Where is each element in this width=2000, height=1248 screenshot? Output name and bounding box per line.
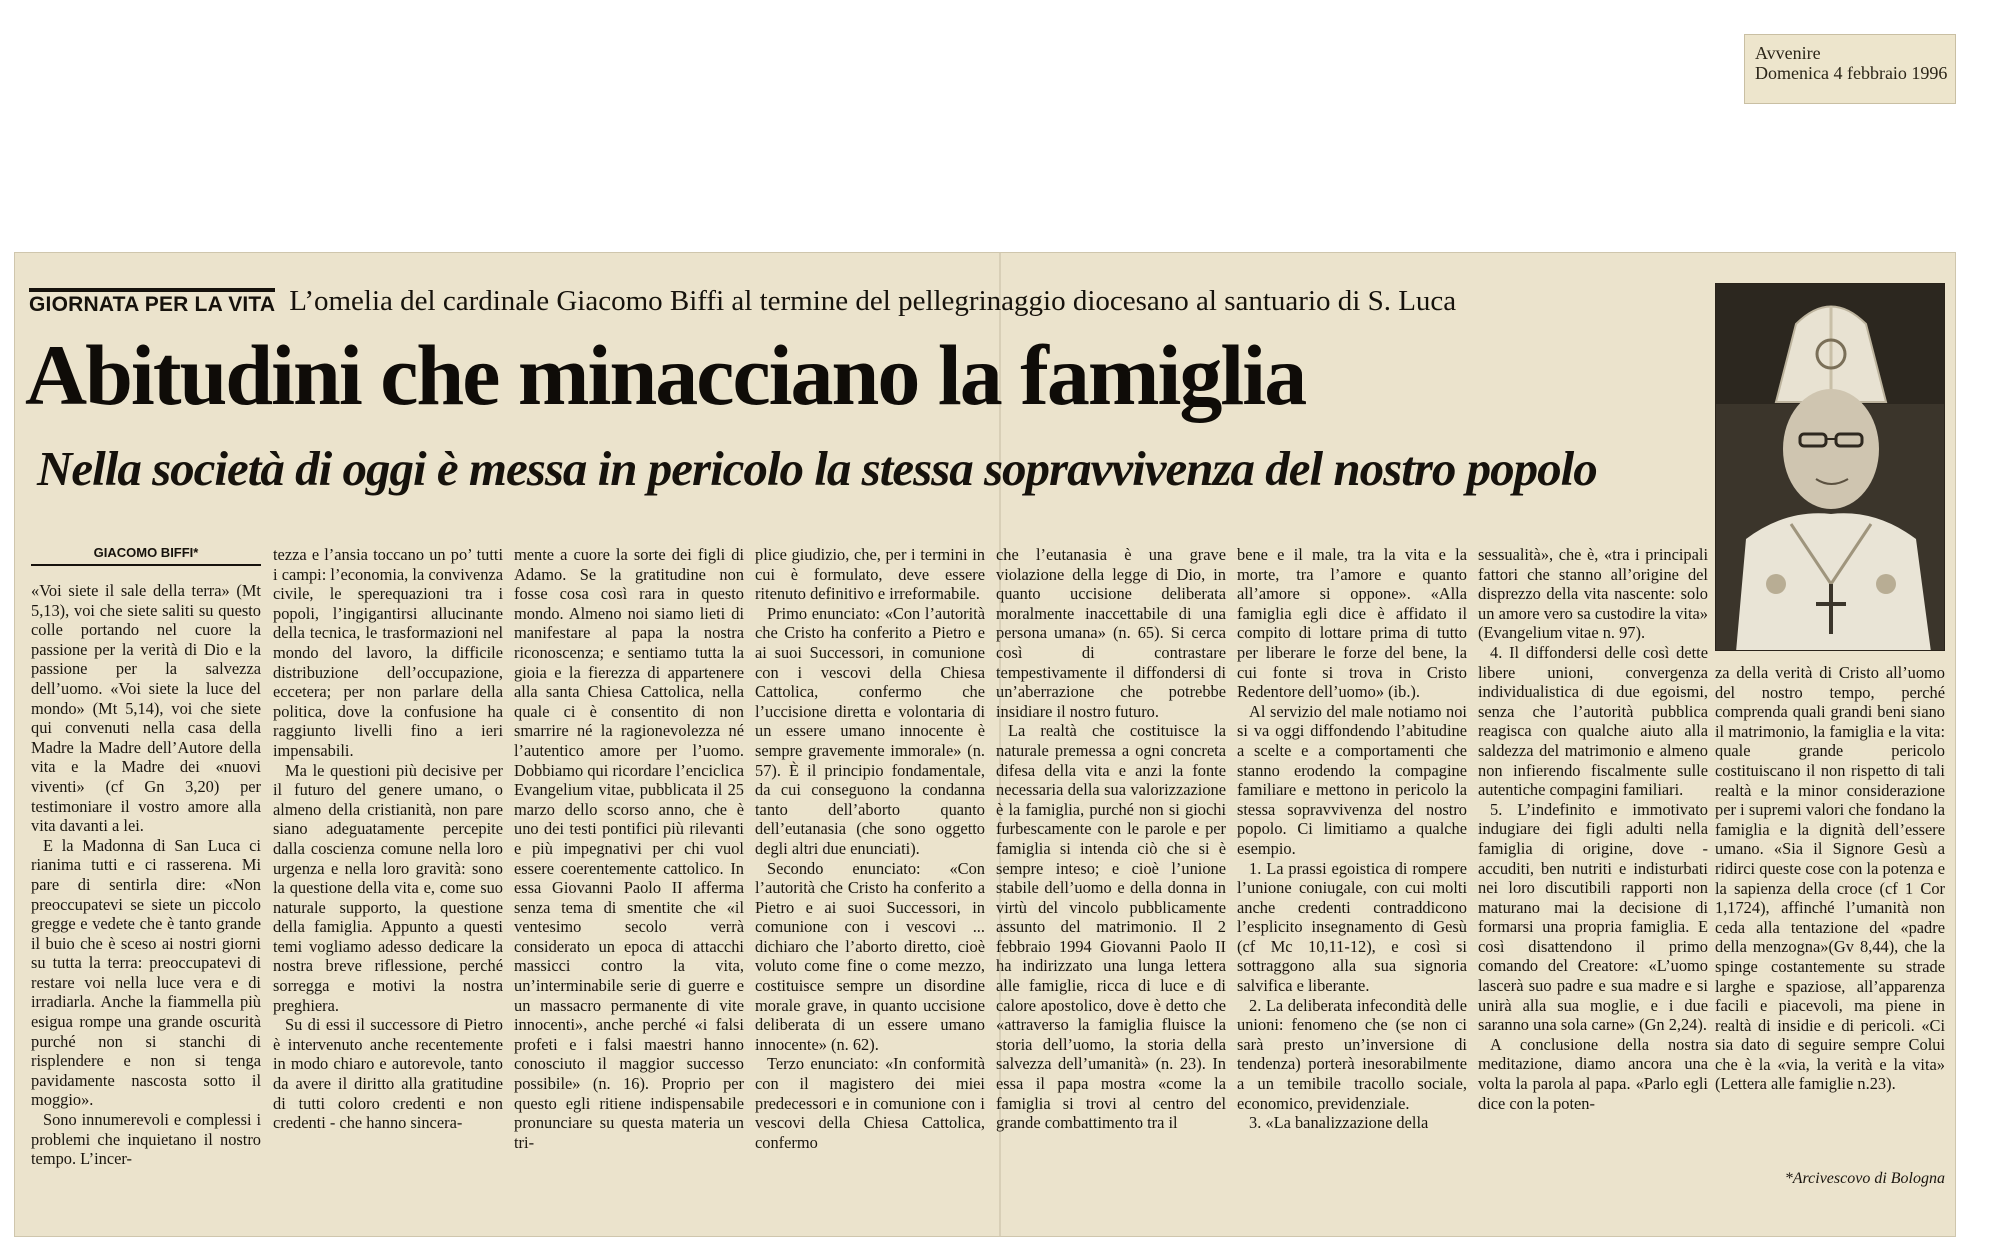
article-column-4 — [755, 545, 985, 1152]
newspaper-clipping — [14, 252, 1956, 1237]
paragraph: Terzo enunciato: «In conformità con il magistero dei miei predecessori e in comunione con i vescovi della Chiesa Cattolica, confermo — [755, 1054, 985, 1152]
paragraph: «Voi siete il sale della terra» (Mt 5,13), voi che siete saliti su questo colle portando nel cuore la passione per la verità di Dio e la passione per la salvezza dell’uomo. «Voi siete la luce del mondo» (Mt 5,14), voi che siete qui convenuti nella casa della Madre la Madre dell’Autore della vita e la Madre dei «nuovi viventi» (cf Gn 3,20) per testimoniare il vostro amore alla vita davanti a lei. — [31, 581, 261, 836]
byline: GIACOMO BIFFI* — [31, 545, 261, 566]
subheadline: Nella società di oggi è messa in pericolo la stessa sopravvivenza del nostro popolo — [37, 441, 1597, 496]
article-column-7 — [1478, 545, 1708, 1113]
kicker-row — [29, 283, 1719, 317]
paragraph: 5. L’indefinito e immotivato indugiare dei figli adulti nella famiglia di origine, dove - accuditi, ben nutriti e indisturbati nei loro discutibili rapporti non maturano mai la decisione di formarsi una propria famiglia. E così disattendono il primo comando del Creatore: «L’uomo lascerà suo padre e sua madre e si unirà alla sua moglie, e i due saranno una sola carne» (Gn 2,24). — [1478, 799, 1708, 1035]
paragraph: 4. Il diffondersi delle così dette libere unioni, convergenza individualistica di due egoismi, senza che l’autorità pubblica reagisca con qualche aiuto alla saldezza del matrimonio e almeno non infierendo fiscalmente sulle autentiche compagini familiari. — [1478, 642, 1708, 800]
cardinal-portrait-photo — [1715, 283, 1945, 651]
article-column-6 — [1237, 545, 1467, 1133]
paragraph: che l’eutanasia è una grave violazione della legge di Dio, in quanto uccisione deliberata moralmente inaccettabile di una persona umana» (n. 65). Si cerca così di contrastare tempestivamente il diffondersi di un’aberrazione che potrebbe insidiare il nostro futuro. — [996, 545, 1226, 721]
article-column-5 — [996, 545, 1226, 1133]
paragraph: plice giudizio, che, per i termini in cui è formulato, deve essere ritenuto definitivo e irreformabile. — [755, 545, 985, 604]
paragraph: 3. «La banalizzazione della — [1249, 1113, 1429, 1133]
paragraph: E la Madonna di San Luca ci rianima tutti e ci rasserena. Mi pare di sentirla dire: «Non preoccupatevi se siete un piccolo gregge e vedete che è tanto grande il buio che è sceso ai nostri giorni su tutta la terra: preoccupatevi di restare voi nella luce vera e di irradiarla. Anche la fiammella più esigua rompe una grande oscurità purché non si stanchi di risplendere e non si tenga pavidamente nascosta sotto il moggio». — [31, 835, 261, 1110]
article-column-1 — [31, 581, 261, 1169]
article-column-2-body — [273, 545, 503, 1133]
overline: L’omelia del cardinale Giacomo Biffi al termine del pellegrinaggio diocesano al santuario di S. Luca — [289, 285, 1457, 317]
headline: Abitudini che minacciano la famiglia — [25, 327, 1306, 423]
article-column-3 — [514, 545, 744, 1152]
paragraph: Sono innumerevoli e complessi i problemi che inquietano il nostro tempo. L’incer- — [31, 1110, 261, 1169]
stamp-newspaper: Avvenire — [1755, 43, 1821, 63]
paragraph: bene e il male, tra la vita e la morte, tra l’amore e quanto all’amore si oppone». «Alla famiglia egli dice è affidato il compito di lottare prima di tutto per liberare le forze del bene, la cui fonte si trova in Cristo Redentore dell’uomo» (ib.). — [1237, 545, 1467, 702]
paragraph: Secondo enunciato: «Con l’autorità che Cristo ha conferito a Pietro e ai suoi Successori, in comunione con i vescovi ... dichiaro che l’aborto diretto, cioè voluto come fine o come mezzo, costituisce sempre un disordine morale grave, in quanto uccisione deliberata di un essere umano innocente» (n. 62). — [755, 858, 985, 1054]
author-signature: *Arcivescovo di Bologna — [1784, 1170, 1945, 1187]
paragraph: tezza e l’ansia toccano un po’ tutti i campi: l’economia, la convivenza civile, le sperequazioni tra i popoli, l’ingigantirsi allucinante della tecnica, le trasformazioni nel mondo del lavoro, la difficile distribuzione dell’occupazione, eccetera; per non parlare della politica, dove la confusione ha raggiunto livelli fino a ieri impensabili. — [273, 545, 503, 760]
paragraph: 2. La deliberata infecondità delle unioni: fenomeno che (se non ci sarà presto un’inversione di tendenza) porterà inesorabilmente a un temibile tracollo sociale, economico, previdenziale. — [1237, 995, 1467, 1113]
portrait-illustration — [1716, 284, 1945, 651]
article-column-8 — [1715, 663, 1945, 1094]
paragraph: sessualità», che è, «tra i principali fattori che stanno all’origine del disprezzo della vita nascente: solo un amore vero sa custodire la vita» (Evangelium vitae n. 97). — [1478, 545, 1708, 643]
paragraph: Primo enunciato: «Con l’autorità che Cristo ha conferito a Pietro e ai suoi Successori, in comunione con i vescovi della Chiesa Cattolica, confermo che l’uccisione diretta e volontaria di un essere umano innocente è sempre gravemente immorale» (n. 57). È il principio fondamentale, da cui conseguono la condanna tanto dell’aborto quanto dell’eutanasia (che sono oggetto degli altri due enunciati). — [755, 603, 985, 858]
paragraph: Al servizio del male notiamo noi si va oggi diffondendo l’abitudine a scelte e a comportamenti che stanno erodendo la compagine familiare e mettono in pericolo la stessa sopravvivenza del nostro popolo. Ci limitiamo a qualche esempio. — [1237, 701, 1467, 858]
section-kicker: GIORNATA PER LA VITA — [29, 288, 275, 317]
date-stamp — [1744, 34, 1956, 104]
paragraph: Ma le questioni più decisive per il futuro del genere umano, o almeno della cristianità, non pare siano adeguatamente percepite dalla coscienza comune nella loro urgenza e nella loro gravità: sono la questione della vita e, come suo naturale supporto, la questione della famiglia. Appunto a questi temi vogliamo adesso dedicare la nostra breve riflessione, perché sorregga e motivi la nostra preghiera. — [273, 760, 503, 1015]
paragraph: 1. La prassi egoistica di rompere l’unione coniugale, con cui molti anche credenti contraddicono l’esplicito insegnamento di Gesù (cf Mc 10,11-12), e così si sottraggono alla sua signoria salvifica e liberante. — [1237, 858, 1467, 996]
paragraph: A conclusione della nostra meditazione, diamo ancora una volta la parola al papa. «Parlo egli dice con la poten- — [1478, 1034, 1708, 1113]
paragraph: za della verità di Cristo all’uomo del nostro tempo, perché comprenda quali grandi beni siano il matrimonio, la famiglia e la vita: quale grande pericolo costituiscano il non rispetto di tali realtà e la minor considerazione per i supremi valori che fondano la famiglia e la dignità dell’essere umano. «Sia il Signore Gesù a ridirci queste cose con la potenza e la sapienza della croce (cf 1 Cor 1,1724), affinché l’umanità non ceda alla tentazione del «padre della menzogna»(Gv 8,44), che la spinge costantemente su strade larghe e spaziose, all’apparenza facili e piacevoli, ma piene in realtà di insidie e di pericoli. «Ci sia dato di seguire sempre Colui che è la «via, la verità e la vita» (Lettera alle famiglie n.23). — [1715, 663, 1945, 1094]
stamp-date: Domenica 4 febbraio 1996 — [1755, 63, 1948, 83]
paragraph: La realtà che costituisce la naturale premessa a ogni concreta difesa della vita e anzi la fonte necessaria della sua valorizzazione è la famiglia, purché non si giochi furbescamente con le parole e per famiglia si intenda ciò che si è sempre inteso; e cioè l’unione stabile dell’uomo e della donna in virtù del vincolo pubblicamente assunto del matrimonio. Il 2 febbraio 1994 Giovanni Paolo II ha indirizzato una lunga lettera alle famiglie, ricca di luce e di calore apostolico, dove è detto che «attraverso la famiglia fluisce la storia dell’uomo, la storia della salvezza dell’umanità» (n. 23). In essa il papa mostra «come la famiglia si trovi al centro del grande combattimento tra il — [996, 721, 1226, 1133]
paragraph: Su di essi il successore di Pietro è intervenuto anche recentemente in modo chiaro e autorevole, tanto da avere il diritto alla gratitudine di tutti coloro credenti e non credenti - che hanno sincera- — [273, 1015, 503, 1133]
paragraph: mente a cuore la sorte dei figli di Adamo. Se la gratitudine non fosse cosa così rara in questo mondo. Almeno noi siamo lieti di manifestare al papa la nostra riconoscenza; e sentiamo tutta la gioia e la fierezza di appartenere alla santa Chiesa Cattolica, nella quale ci è consentito di non smarrire né la ragionevolezza né l’autentico amore per l’uomo. Dobbiamo qui ricordare l’enciclica Evangelium vitae, pubblicata il 25 marzo dello scorso anno, che è uno dei testi pontifici più rilevanti e più impegnativi per chi vuol essere coerentemente cattolico. In essa Giovanni Paolo II afferma senza tema di smentite che «il ventesimo secolo verrà considerato un epoca di attacchi massicci contro la vita, un’interminabile serie di guerre e un massacro permanente di vite innocenti», anche perché «i falsi profeti e i falsi maestri hanno conosciuto il maggior successo possibile» (n. 16). Proprio per questo egli ritiene indispensabile pronunciare su questa materia un tri- — [514, 545, 744, 1152]
